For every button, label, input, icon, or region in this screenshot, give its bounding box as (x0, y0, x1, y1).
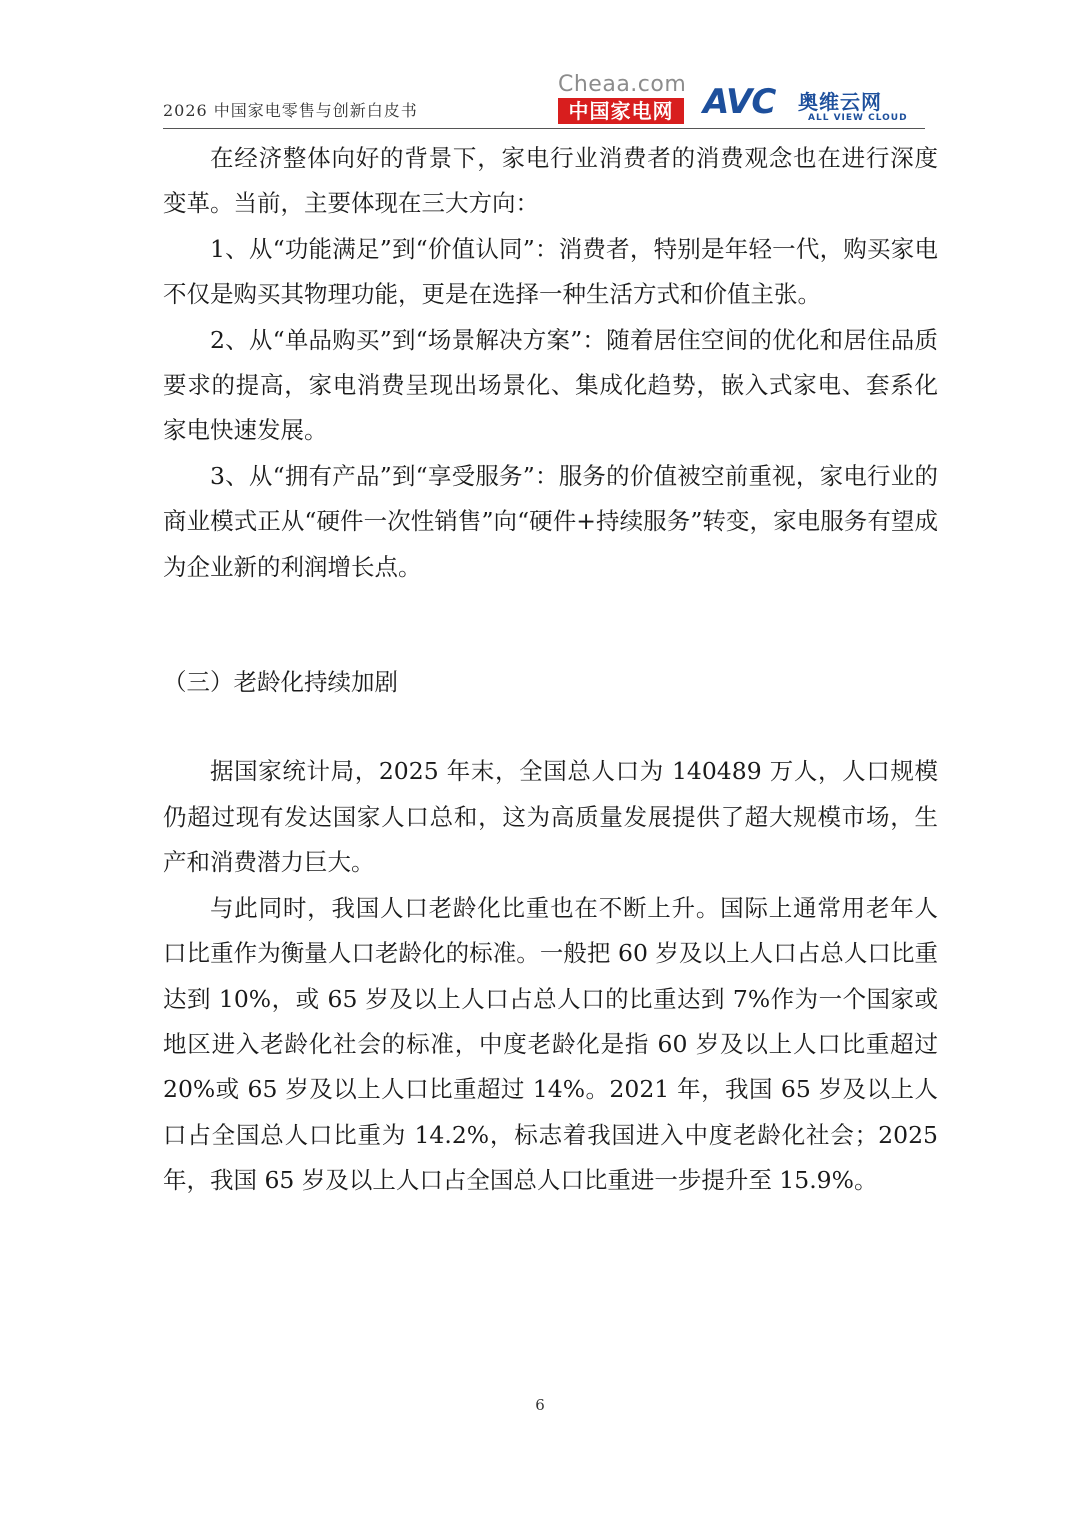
spacer (163, 705, 938, 749)
avc-logo-mark: AVC (703, 82, 776, 122)
paragraph-population: 据国家统计局，2025 年末，全国总人口为 140489 万人，人口规模仍超过现有发达国家人口总和，这为高质量发展提供了超大规模市场，生产和消费潜力巨大。 (163, 757, 938, 877)
avc-logo-en: ALL VIEW CLOUD (808, 113, 908, 123)
page-content (163, 136, 938, 1204)
cheaa-logo-cn: 中国家电网 (558, 98, 684, 124)
cheaa-logo-en: Cheaa.com (558, 72, 687, 97)
paragraph-aging-ratio: 与此同时，我国人口老龄化比重也在不断上升。国际上通常用老年人口比重作为衡量人口老龄化的标准。一般把 60 岁及以上人口占总人口比重达到 10%，或 65 岁及以上人口占总人口的比重达到 7%作为一个国家或地区进入老龄化社会的标准，中度老龄化是指 60 岁及以上人口比重超过 20%或 65 岁及以上人口比重超过 14%。2021 年，我国 65 岁及以上人口占全国总人口比重为 14.2%，标志着我国进入中度老龄化社会；2025 年，我国 65 岁及以上人口占全国总人口比重进一步提升至 15.9%。 (163, 893, 938, 1195)
paragraph-consumption-intro: 在经济整体向好的背景下，家电行业消费者的消费观念也在进行深度变革。当前，主要体现在三大方向： (163, 144, 938, 218)
page-header (163, 72, 925, 128)
header-divider (163, 128, 925, 129)
paragraph-direction-2: 2、从“单品购买”到“场景解决方案”：随着居住空间的优化和居住品质要求的提高，家电消费呈现出场景化、集成化趋势，嵌入式家电、套系化家电快速发展。 (163, 325, 938, 445)
page-number: 6 (535, 1396, 545, 1414)
spacer (163, 590, 938, 660)
paragraph-direction-3: 3、从“拥有产品”到“享受服务”：服务的价值被空前重视，家电行业的商业模式正从“硬件一次性销售”向“硬件+持续服务”转变，家电服务有望成为企业新的利润增长点。 (163, 461, 938, 581)
paragraph-direction-1: 1、从“功能满足”到“价值认同”：消费者，特别是年轻一代，购买家电不仅是购买其物理功能，更是在选择一种生活方式和价值主张。 (163, 234, 938, 309)
avc-logo-cn: 奥维云网 (798, 90, 882, 114)
avc-logo (703, 82, 928, 126)
document-title: 2026 中国家电零售与创新白皮书 (163, 101, 418, 120)
cheaa-logo (558, 72, 687, 126)
section-heading-aging: （三）老龄化持续加剧 (163, 668, 398, 697)
